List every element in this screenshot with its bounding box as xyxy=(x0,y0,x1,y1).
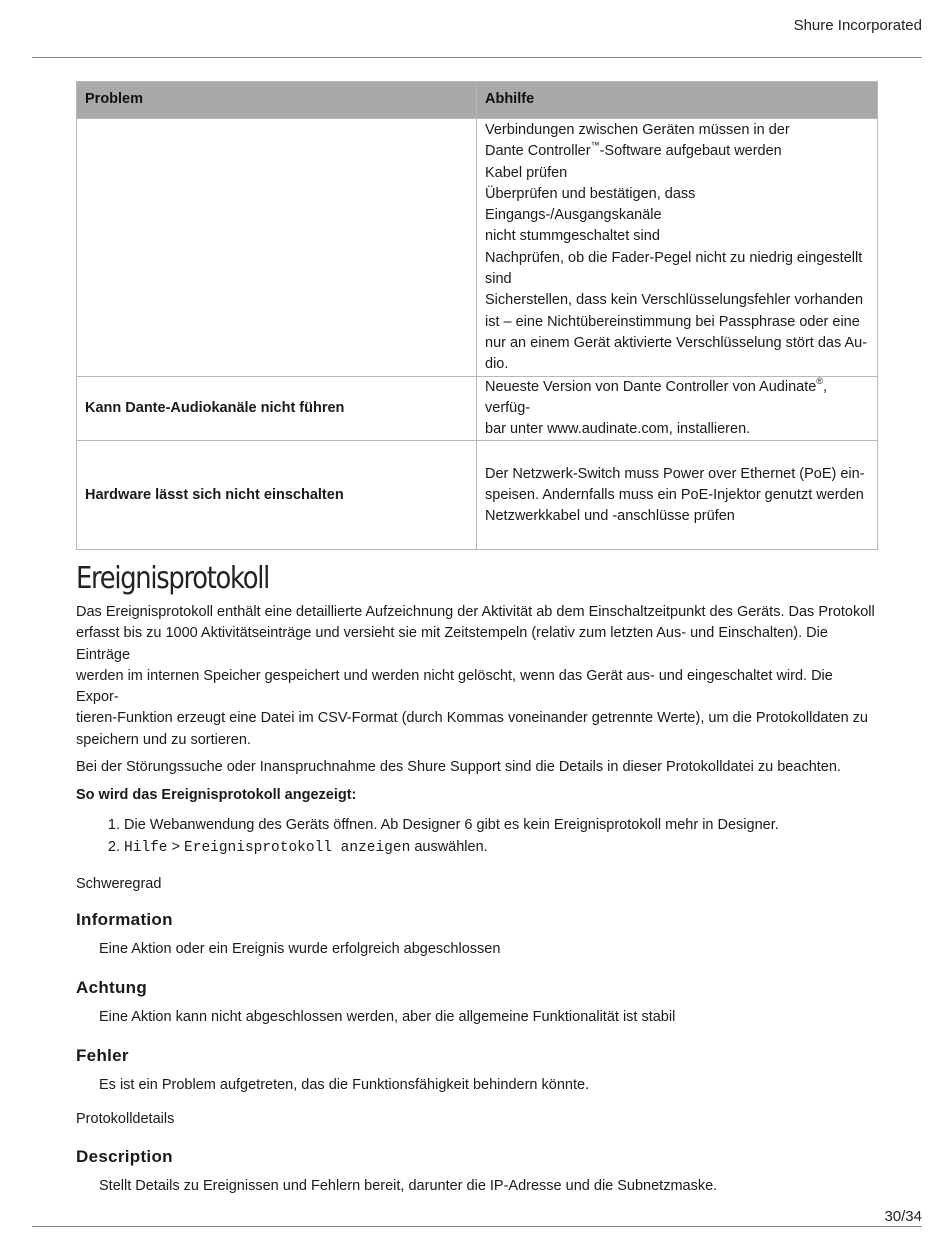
remedy-cell xyxy=(477,441,878,550)
problem-cell xyxy=(77,119,477,377)
remedy-line: Verbindungen zwischen Geräten müssen in der xyxy=(485,122,790,138)
header-divider xyxy=(32,57,922,58)
remedy-line: Kabel prüfen xyxy=(485,164,568,181)
term-description-description: Stellt Details zu Ereignissen und Fehlern bereit, darunter die IP-Adresse und die Subnetzmaske. xyxy=(99,1177,718,1194)
troubleshooting-table xyxy=(76,81,878,550)
remedy-line: ist – eine Nichtübereinstimmung bei Passphrase oder eine xyxy=(485,313,860,330)
trademark-mark: ™ xyxy=(590,140,600,151)
header-company-name: Shure Incorporated xyxy=(793,17,922,34)
problem-cell: Kann Dante-Audiokanäle nicht führen xyxy=(77,376,477,441)
term-error: Fehler xyxy=(76,1045,129,1065)
event-log-section xyxy=(76,560,878,1194)
remedy-line: nicht stummgeschaltet sind xyxy=(485,228,660,245)
details-label: Protokolldetails xyxy=(76,1110,175,1127)
term-warning: Achtung xyxy=(76,977,148,997)
support-paragraph: Bei der Störungssuche oder Inanspruchnahme des Shure Support sind die Details in dieser Protokolldatei zu beachten. xyxy=(76,759,841,776)
term-information: Information xyxy=(76,909,173,929)
remedy-line: bar unter www.audinate.com, installieren. xyxy=(485,421,751,438)
steps-list xyxy=(76,815,878,859)
page-number: 30/34 xyxy=(884,1208,922,1225)
remedy-line: sind xyxy=(485,271,512,288)
term-error-description: Es ist ein Problem aufgetreten, das die Funktionsfähigkeit behindern könnte. xyxy=(99,1076,590,1093)
remedy-line: Der Netzwerk-Switch muss Power over Ethernet (PoE) ein- xyxy=(485,465,865,482)
severity-label: Schweregrad xyxy=(76,875,162,892)
remedy-line: Überprüfen und bestätigen, dass Eingangs-/Ausgangskanäle xyxy=(485,185,696,224)
remedy-line: Netzwerkkabel und -anschlüsse prüfen xyxy=(485,508,735,525)
problem-cell: Hardware lässt sich nicht einschalten xyxy=(77,441,477,550)
column-header-remedy: Abhilfe xyxy=(477,82,878,119)
remedy-line: Sicherstellen, dass kein Verschlüsselungsfehler vorhanden xyxy=(485,292,864,309)
remedy-line: dio. xyxy=(485,356,509,373)
table-header-row xyxy=(77,82,878,119)
footer-divider xyxy=(32,1226,922,1227)
remedy-line: Neueste Version von Dante Controller von Audinate®, verfüg- xyxy=(485,375,827,416)
table-row xyxy=(77,119,878,377)
term-warning-description: Eine Aktion kann nicht abgeschlossen werden, aber die allgemeine Funktionalität ist stabil xyxy=(99,1008,676,1025)
column-header-problem: Problem xyxy=(77,82,477,119)
term-description: Description xyxy=(76,1146,173,1166)
list-item: 2. Hilfe > Ereignisprotokoll anzeigen auswählen. xyxy=(124,837,878,859)
menu-path-event-log: Ereignisprotokoll anzeigen xyxy=(184,839,411,856)
remedy-line: nur an einem Gerät aktivierte Verschlüsselung stört das Au- xyxy=(485,334,868,351)
menu-path-help: Hilfe xyxy=(124,839,168,856)
term-information-description: Eine Aktion oder ein Ereignis wurde erfolgreich abgeschlossen xyxy=(99,940,501,957)
remedy-cell xyxy=(477,376,878,441)
remedy-line: Dante Controller™-Software aufgebaut werden xyxy=(485,140,782,160)
list-item: 1. Die Webanwendung des Geräts öffnen. Ab Designer 6 gibt es kein Ereignisprotokoll mehr in Designer. xyxy=(124,815,878,836)
intro-paragraph: Das Ereignisprotokoll enthält eine detaillierte Aufzeichnung der Aktivität ab dem Einschaltzeitpunkt des Geräts. Das Protokoll erfasst bis zu 1000 Aktivitätseinträge und versieht sie mit Zeitstempeln (relativ zum letzten Aus- und Einschalten). Die Einträge werden im internen Speicher gespeichert und werden nicht gelöscht, wenn das Gerät aus- und eingeschaltet wird. Die Expor- tieren-Funktion erzeugt eine Datei im CSV-Format (durch Kommas voneinander getrennte Werte), um die Protokolldaten zu speichern und zu sortieren. xyxy=(76,604,875,748)
table-row xyxy=(77,441,878,550)
remedy-line: Nachprüfen, ob die Fader-Pegel nicht zu niedrig eingestellt xyxy=(485,249,863,266)
remedy-line: speisen. Andernfalls muss ein PoE-Injektor genutzt werden xyxy=(485,486,864,503)
table-row xyxy=(77,376,878,441)
registered-mark: ® xyxy=(816,375,823,386)
howto-heading: So wird das Ereignisprotokoll angezeigt: xyxy=(76,787,357,804)
section-title: Ereignisprotokoll xyxy=(76,561,270,596)
remedy-cell xyxy=(477,119,878,377)
